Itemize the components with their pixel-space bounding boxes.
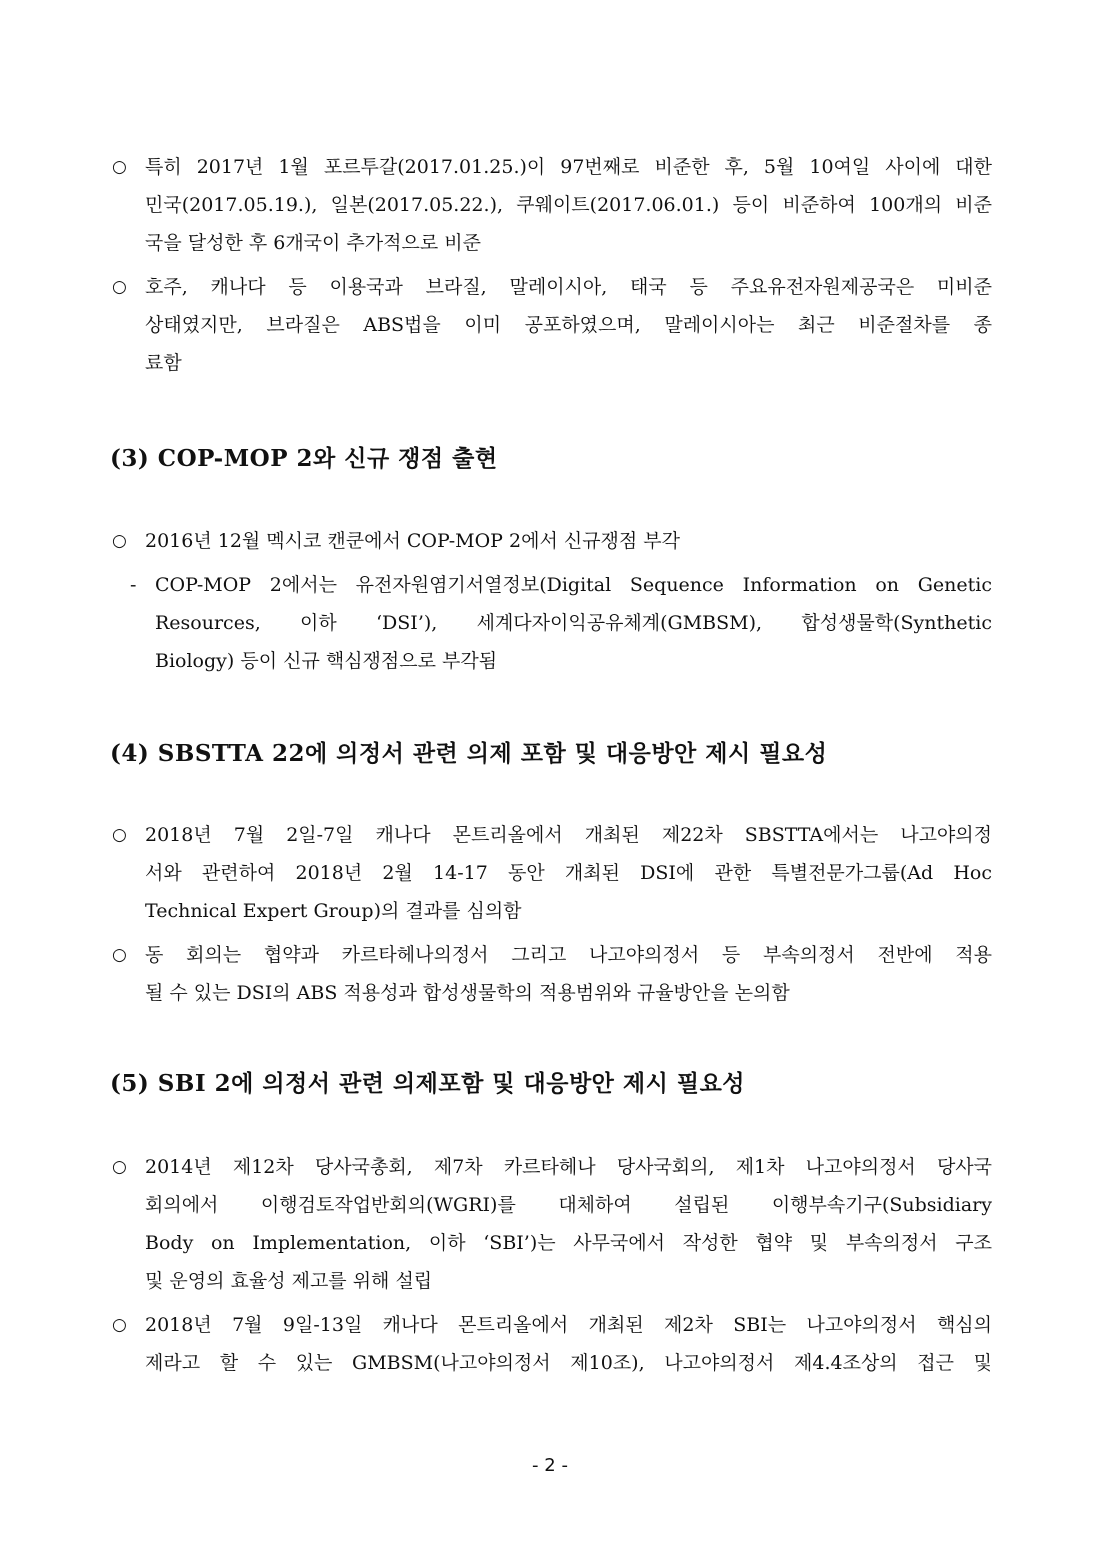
- bullet-text-line: 동 회의는 협약과 카르타헤나의정서 그리고 나고야의정서 등 부속의정서 전반에 적용: [145, 944, 992, 966]
- bullet-text-line: Body on Implementation, 이하 ‘SBI’)는 사무국에서 작성한 협약 및 부속의정서 구조: [145, 1232, 992, 1254]
- bullet-item: [112, 816, 992, 930]
- bullet-text-line: 제라고 할 수 있는 GMBSM(나고야의정서 제10조), 나고야의정서 제4.4조상의 접근 및: [145, 1352, 992, 1374]
- sub-bullet-text-line: Resources, 이하 ‘DSI’), 세계다자이익공유체계(GMBSM), 합성생물학(Synthetic: [155, 612, 992, 634]
- bullet-item: [112, 522, 992, 560]
- bullet-text-line: 될 수 있는 DSI의 ABS 적용성과 합성생물학의 적용범위와 규율방안을 논의함: [145, 982, 790, 1004]
- bullet-text-line: 국을 달성한 후 6개국이 추가적으로 비준: [145, 232, 481, 254]
- bullet-marker: ○: [112, 1157, 127, 1177]
- bullet-text-line: 민국(2017.05.19.), 일본(2017.05.22.), 쿠웨이트(2017.06.01.) 등이 비준하여 100개의 비준: [145, 194, 992, 216]
- bullet-marker: ○: [112, 157, 127, 177]
- sub-bullet-text-line: Biology) 등이 신규 핵심쟁점으로 부각됨: [155, 650, 498, 672]
- bullet-text-line: 2018년 7월 2일-7일 캐나다 몬트리올에서 개최된 제22차 SBSTTA에서는 나고야의정: [145, 824, 992, 846]
- bullet-text-line: 2016년 12월 멕시코 캔쿤에서 COP-MOP 2에서 신규쟁점 부각: [145, 530, 681, 552]
- bullet-text-line: 및 운영의 효율성 제고를 위해 설립: [145, 1270, 433, 1292]
- bullet-item: [112, 1148, 992, 1300]
- bullet-text-line: 서와 관련하여 2018년 2월 14-17 동안 개최된 DSI에 관한 특별전문가그룹(Ad Hoc: [145, 862, 992, 884]
- sub-bullet-item: [112, 566, 992, 680]
- bullet-marker: ○: [112, 945, 127, 965]
- bullet-marker: ○: [112, 277, 127, 297]
- bullet-item: [112, 1306, 992, 1382]
- bullet-text-line: 회의에서 이행검토작업반회의(WGRI)를 대체하여 설립된 이행부속기구(Subsidiary: [145, 1194, 992, 1216]
- section-heading: (4) SBSTTA 22에 의정서 관련 의제 포함 및 대응방안 제시 필요성: [110, 740, 828, 767]
- dash-marker: -: [130, 574, 137, 596]
- bullet-text-line: 료함: [145, 352, 182, 374]
- bullet-text-line: 호주, 캐나다 등 이용국과 브라질, 말레이시아, 태국 등 주요유전자원제공국은 미비준: [145, 276, 992, 298]
- section-heading: (5) SBI 2에 의정서 관련 의제포함 및 대응방안 제시 필요성: [110, 1070, 746, 1097]
- bullet-item: [112, 936, 992, 1012]
- bullet-text-line: 2014년 제12차 당사국총회, 제7차 카르타헤나 당사국회의, 제1차 나고야의정서 당사국: [145, 1156, 992, 1178]
- sub-bullet-text-line: COP-MOP 2에서는 유전자원염기서열정보(Digital Sequence Information on Genetic: [155, 574, 992, 596]
- bullet-text-line: 2018년 7월 9일-13일 캐나다 몬트리올에서 개최된 제2차 SBI는 나고야의정서 핵심의: [145, 1314, 992, 1336]
- section-heading: (3) COP-MOP 2와 신규 쟁점 출현: [110, 445, 498, 472]
- bullet-text-line: 상태였지만, 브라질은 ABS법을 이미 공포하였으며, 말레이시아는 최근 비준절차를 종: [145, 314, 992, 336]
- bullet-text-line: Technical Expert Group)의 결과를 심의함: [145, 900, 522, 922]
- page-number: - 2 -: [532, 1455, 568, 1476]
- bullet-item: [112, 268, 992, 382]
- bullet-marker: ○: [112, 825, 127, 845]
- bullet-marker: ○: [112, 531, 127, 551]
- bullet-item: [112, 148, 992, 262]
- bullet-marker: ○: [112, 1315, 127, 1335]
- bullet-text-line: 특히 2017년 1월 포르투갈(2017.01.25.)이 97번째로 비준한 후, 5월 10여일 사이에 대한: [145, 156, 992, 178]
